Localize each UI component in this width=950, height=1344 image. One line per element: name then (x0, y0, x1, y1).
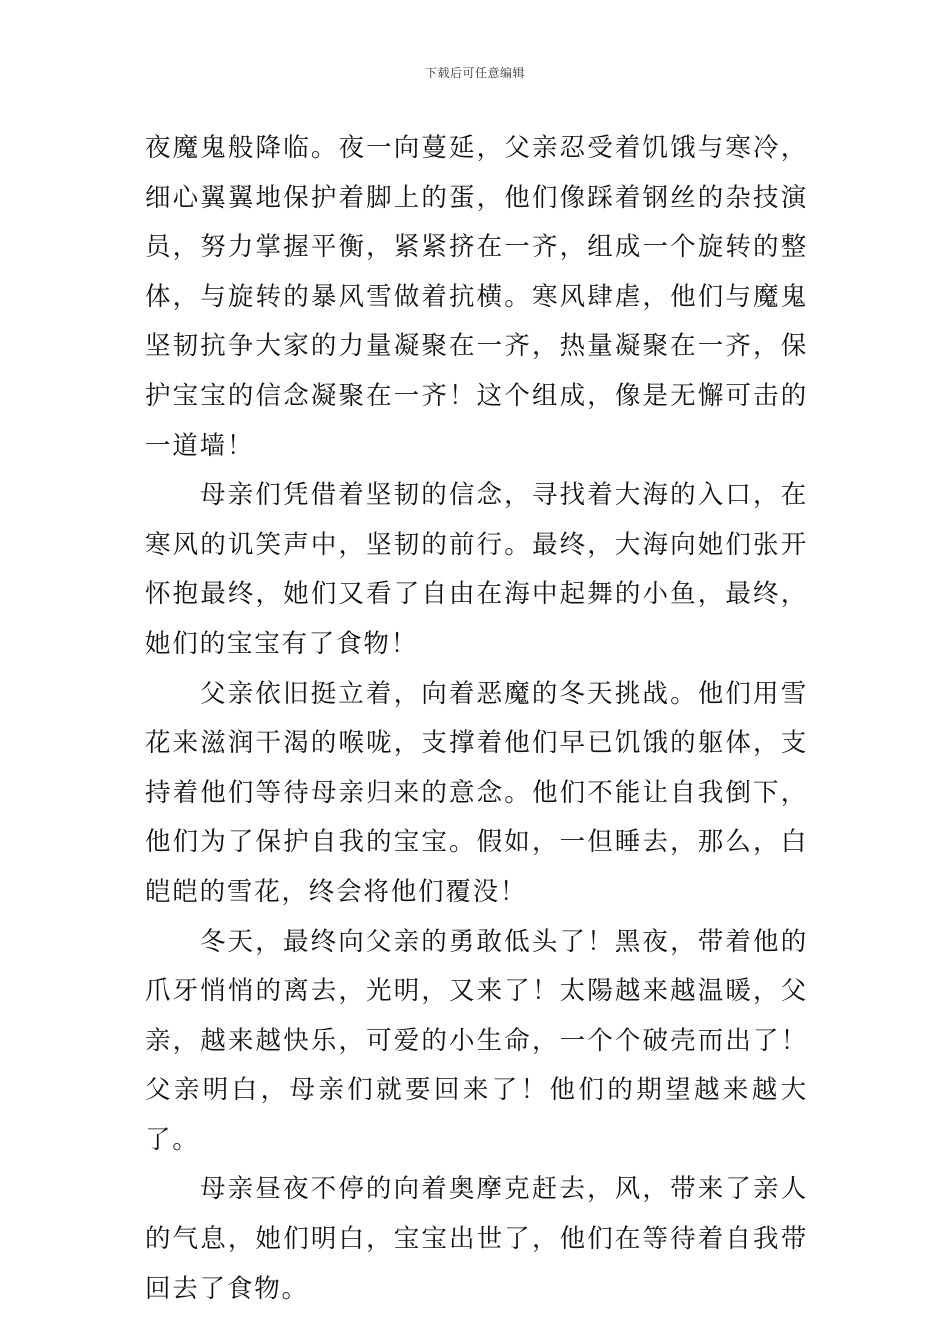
page-header: 下载后可任意编辑 (424, 66, 525, 80)
paragraph-2: 母亲们凭借着坚韧的信念，寻找着大海的入口，在寒风的讥笑声中，坚韧的前行。最终，大海向她们张开怀抱最终，她们又看了自由在海中起舞的小鱼，最终，她们的宝宝有了食物！ (145, 480, 808, 659)
document-body (145, 124, 808, 1314)
paragraph-5: 母亲昼夜不停的向着奥摩克赶去，风，带来了亲人的气息，她们明白，宝宝出世了，他们在等待着自我带回去了食物。 (145, 1174, 808, 1304)
paragraph-3: 父亲依旧挺立着，向着恶魔的冬天挑战。他们用雪花来滋润干渴的喉咙，支撑着他们早已饥饿的躯体，支持着他们等待母亲归来的意念。他们不能让自我倒下，他们为了保护自我的宝宝。假如，一但睡去，那么，白皑皑的雪花，终会将他们覆没！ (145, 678, 808, 907)
paragraph-4: 冬天，最终向父亲的勇敢低头了！黑夜，带着他的爪牙悄悄的离去，光明，又来了！太陽越来越温暖，父亲，越来越快乐，可爱的小生命，一个个破壳而出了！父亲明白，母亲们就要回来了！他们的期望越来越大了。 (145, 926, 808, 1155)
paragraph-1: 夜魔鬼般降临。夜一向蔓延，父亲忍受着饥饿与寒冷，细心翼翼地保护着脚上的蛋，他们像踩着钢丝的杂技演员，努力掌握平衡，紧紧挤在一齐，组成一个旋转的整体，与旋转的暴风雪做着抗横。寒风肆虐，他们与魔鬼坚韧抗争大家的力量凝聚在一齐，热量凝聚在一齐，保护宝宝的信念凝聚在一齐！这个组成，像是无懈可击的一道墙！ (145, 133, 808, 461)
